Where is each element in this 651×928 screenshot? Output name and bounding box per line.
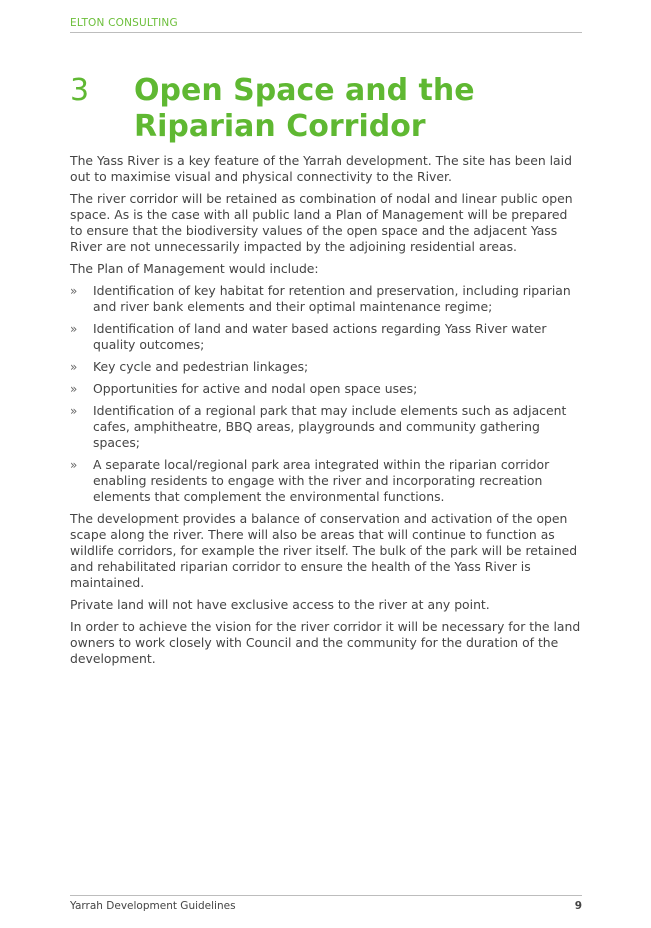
bullet-marker: » (70, 458, 78, 472)
plan-bullet-list (70, 283, 582, 505)
company-name: ELTON CONSULTING (70, 17, 178, 29)
list-item-text: Opportunities for active and nodal open space uses; (93, 381, 418, 396)
paragraph-intro: The Yass River is a key feature of the Yarrah development. The site has been laid out to maximise visual and physical connectivity to the River. (70, 153, 572, 184)
paragraph-plan-intro: The Plan of Management would include: (70, 261, 319, 276)
list-item-text: Identification of key habitat for retention and preservation, including riparian and river bank elements and their optimal maintenance regime; (93, 283, 571, 314)
list-item-text: Identification of a regional park that may include elements such as adjacent cafes, amphitheatre, BBQ areas, playgrounds and community gathering spaces; (93, 403, 567, 450)
list-item (70, 359, 582, 375)
bullet-marker: » (70, 360, 78, 374)
bullet-marker: » (70, 404, 78, 418)
chapter-title: Open Space and the Riparian Corridor (134, 73, 475, 144)
page-footer (70, 895, 582, 916)
list-item (70, 403, 582, 451)
paragraph-private-land: Private land will not have exclusive access to the river at any point. (70, 597, 490, 612)
list-item-text: Key cycle and pedestrian linkages; (93, 359, 309, 374)
list-item-text: Identification of land and water based actions regarding Yass River water quality outcomes; (93, 321, 547, 352)
paragraph-balance: The development provides a balance of conservation and activation of the open scape along the river. There will also be areas that will continue to function as wildlife corridors, for example the river itself. The bulk of the park will be retained and rehabilitated riparian corridor to ensure the health of the Yass River is maintained. (70, 511, 578, 590)
paragraph-vision: In order to achieve the vision for the river corridor it will be necessary for the land owners to work closely with Council and the community for the duration of the development. (70, 619, 581, 666)
paragraph-river-corridor: The river corridor will be retained as combination of nodal and linear public open space. As is the case with all public land a Plan of Management will be prepared to ensure that the biodiversity values of the open space and the adjacent Yass River are not unnecessarily impacted by the adjoining residential areas. (70, 191, 573, 254)
list-item (70, 321, 582, 353)
page-header (70, 16, 582, 33)
bullet-marker: » (70, 322, 78, 336)
chapter-number: 3 (70, 73, 90, 108)
document-title: Yarrah Development Guidelines (70, 900, 236, 912)
list-item (70, 457, 582, 505)
list-item (70, 283, 582, 315)
bullet-marker: » (70, 284, 78, 298)
bullet-marker: » (70, 382, 78, 396)
page-number: 9 (574, 900, 582, 912)
list-item-text: A separate local/regional park area integrated within the riparian corridor enabling residents to engage with the river and incorporating recreation elements that complement the environmental functions. (93, 457, 550, 504)
list-item (70, 381, 582, 397)
body-text (70, 153, 582, 673)
